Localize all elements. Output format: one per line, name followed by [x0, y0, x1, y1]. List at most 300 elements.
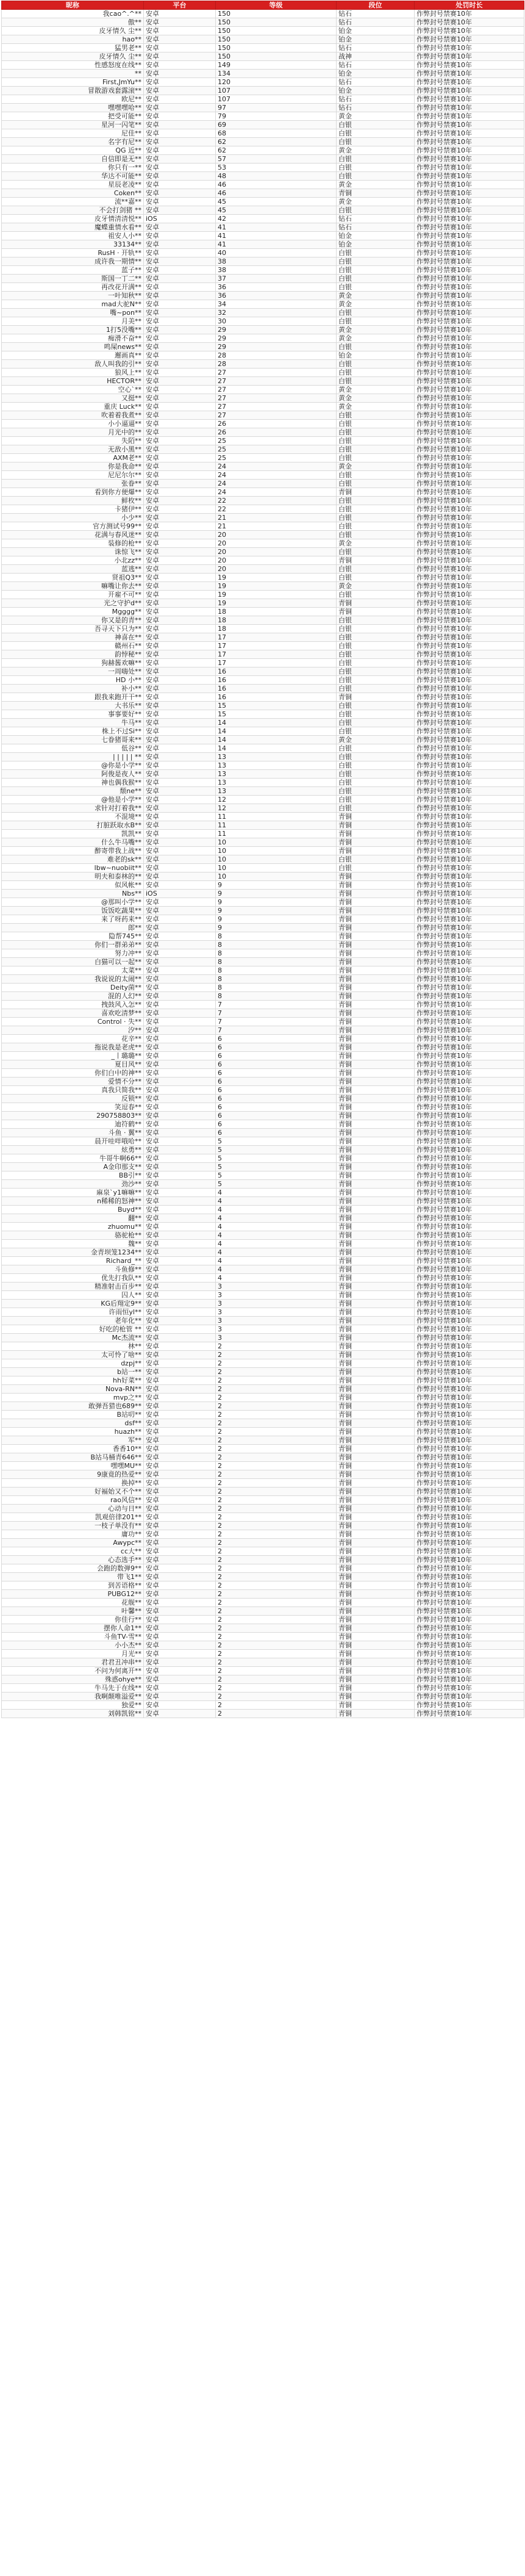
penalty-cell: 作弊封号禁赛10年	[415, 266, 524, 275]
table-row	[2, 864, 524, 872]
platform-cell: 安卓	[144, 206, 216, 215]
rank-tier-cell: 黄金	[337, 198, 415, 206]
level-cell: 13	[216, 753, 337, 761]
nickname-cell: 求针对打着我**	[2, 804, 144, 813]
level-cell: 2	[216, 1453, 337, 1462]
penalty-cell: 作弊封号禁赛10年	[415, 770, 524, 779]
rank-tier-cell: 白银	[337, 796, 415, 804]
nickname-cell: 打脏跃取水B**	[2, 821, 144, 830]
rank-tier-cell: 青铜	[337, 838, 415, 847]
table-row	[2, 505, 524, 514]
platform-cell: 安卓	[144, 881, 216, 890]
table-row	[2, 958, 524, 966]
rank-tier-cell: 青铜	[337, 1308, 415, 1317]
rank-tier-cell: 白银	[337, 650, 415, 659]
rank-tier-cell: 青铜	[337, 1351, 415, 1359]
rank-tier-cell: 白银	[337, 616, 415, 625]
table-row	[2, 1376, 524, 1385]
nickname-cell: Mgggg**	[2, 608, 144, 616]
platform-cell: 安卓	[144, 710, 216, 719]
penalty-cell: 作弊封号禁赛10年	[415, 360, 524, 369]
platform-cell: 安卓	[144, 1146, 216, 1154]
platform-cell: 安卓	[144, 1129, 216, 1137]
penalty-cell: 作弊封号禁赛10年	[415, 155, 524, 164]
nickname-cell: 叶馨**	[2, 1607, 144, 1616]
rank-tier-cell: 钻石	[337, 95, 415, 104]
platform-cell: 安卓	[144, 1607, 216, 1616]
nickname-cell: 欧尼**	[2, 95, 144, 104]
rank-tier-cell: 钻石	[337, 223, 415, 232]
table-row	[2, 411, 524, 420]
level-cell: 16	[216, 667, 337, 676]
penalty-cell: 作弊封号禁赛10年	[415, 172, 524, 181]
platform-cell: 安卓	[144, 1291, 216, 1300]
level-cell: 4	[216, 1206, 337, 1214]
platform-cell: 安卓	[144, 941, 216, 949]
level-cell: 6	[216, 1043, 337, 1052]
rank-tier-cell: 青铜	[337, 1018, 415, 1026]
nickname-cell: 跟我来跑开干**	[2, 693, 144, 702]
rank-tier-cell: 青铜	[337, 1231, 415, 1240]
penalty-cell: 作弊封号禁赛10年	[415, 1223, 524, 1231]
level-cell: 4	[216, 1240, 337, 1248]
penalty-cell: 作弊封号禁赛10年	[415, 830, 524, 838]
rank-tier-cell: 青铜	[337, 1120, 415, 1129]
penalty-cell: 作弊封号禁赛10年	[415, 582, 524, 591]
penalty-cell: 作弊封号禁赛10年	[415, 796, 524, 804]
platform-cell: 安卓	[144, 907, 216, 915]
table-row	[2, 95, 524, 104]
table-row	[2, 394, 524, 403]
level-cell: 2	[216, 1342, 337, 1351]
platform-cell: 安卓	[144, 35, 216, 44]
platform-cell: 安卓	[144, 129, 216, 138]
level-cell: 25	[216, 454, 337, 462]
penalty-cell: 作弊封号禁赛10年	[415, 1693, 524, 1701]
level-cell: 24	[216, 488, 337, 497]
penalty-cell: 作弊封号禁赛10年	[415, 556, 524, 565]
platform-cell: 安卓	[144, 386, 216, 394]
nickname-cell: b站一**	[2, 1368, 144, 1376]
level-cell: 46	[216, 181, 337, 189]
platform-cell: 安卓	[144, 1368, 216, 1376]
platform-cell: 安卓	[144, 1342, 216, 1351]
level-cell: 2	[216, 1693, 337, 1701]
rank-tier-cell: 青铜	[337, 932, 415, 941]
rank-tier-cell: 黄金	[337, 334, 415, 343]
level-cell: 3	[216, 1317, 337, 1325]
penalty-cell: 作弊封号禁赛10年	[415, 1488, 524, 1496]
nickname-cell: 你们白中的神**	[2, 1069, 144, 1078]
penalty-cell: 作弊封号禁赛10年	[415, 1590, 524, 1599]
rank-tier-cell: 青铜	[337, 1505, 415, 1513]
platform-cell: 安卓	[144, 1223, 216, 1231]
table-row	[2, 206, 524, 215]
level-cell: 46	[216, 189, 337, 198]
penalty-cell: 作弊封号禁赛10年	[415, 1470, 524, 1479]
table-row	[2, 855, 524, 864]
level-cell: 6	[216, 1086, 337, 1095]
nickname-cell: RusH · 开轨**	[2, 249, 144, 257]
platform-cell: 安卓	[144, 514, 216, 522]
penalty-cell: 作弊封号禁赛10年	[415, 1650, 524, 1658]
nickname-cell: 林**	[2, 1342, 144, 1351]
platform-cell: 安卓	[144, 275, 216, 283]
rank-tier-cell: 白银	[337, 804, 415, 813]
penalty-cell: 作弊封号禁赛10年	[415, 548, 524, 556]
level-cell: 12	[216, 804, 337, 813]
penalty-cell: 作弊封号禁赛10年	[415, 87, 524, 95]
table-row	[2, 1556, 524, 1564]
rank-tier-cell: 白银	[337, 770, 415, 779]
table-row	[2, 907, 524, 915]
nickname-cell: 祖安人小**	[2, 232, 144, 240]
level-cell: 150	[216, 18, 337, 27]
platform-cell: 安卓	[144, 1693, 216, 1701]
platform-cell: 安卓	[144, 1522, 216, 1530]
table-row	[2, 198, 524, 206]
penalty-cell: 作弊封号禁赛10年	[415, 1078, 524, 1086]
platform-cell: 安卓	[144, 975, 216, 984]
table-row	[2, 61, 524, 70]
rank-tier-cell: 白银	[337, 659, 415, 667]
table-row	[2, 1283, 524, 1291]
nickname-cell: 看到你方便爆**	[2, 488, 144, 497]
level-cell: 150	[216, 52, 337, 61]
table-row	[2, 975, 524, 984]
table-row	[2, 1035, 524, 1043]
rank-tier-cell: 铂金	[337, 87, 415, 95]
penalty-cell: 作弊封号禁赛10年	[415, 1385, 524, 1394]
rank-tier-cell: 青铜	[337, 1103, 415, 1112]
nickname-cell: 失陌**	[2, 437, 144, 445]
platform-cell: iOS	[144, 215, 216, 223]
platform-cell: 安卓	[144, 428, 216, 437]
platform-cell: 安卓	[144, 992, 216, 1001]
rank-tier-cell: 青铜	[337, 1359, 415, 1368]
table-row	[2, 1530, 524, 1539]
rank-tier-cell: 钻石	[337, 215, 415, 223]
level-cell: 13	[216, 761, 337, 770]
rank-tier-cell: 青铜	[337, 1257, 415, 1265]
nickname-cell: @他是小学**	[2, 796, 144, 804]
level-cell: 3	[216, 1334, 337, 1342]
level-cell: 10	[216, 847, 337, 855]
penalty-cell: 作弊封号禁赛10年	[415, 1043, 524, 1052]
platform-cell: 安卓	[144, 616, 216, 625]
penalty-cell: 作弊封号禁赛10年	[415, 403, 524, 411]
level-cell: 69	[216, 121, 337, 129]
penalty-cell: 作弊封号禁赛10年	[415, 992, 524, 1001]
table-row	[2, 1137, 524, 1146]
platform-cell: 安卓	[144, 1043, 216, 1052]
nickname-cell: 囚人**	[2, 1291, 144, 1300]
level-cell: 21	[216, 514, 337, 522]
level-cell: 5	[216, 1163, 337, 1171]
level-cell: 27	[216, 369, 337, 377]
platform-cell: 安卓	[144, 1078, 216, 1086]
table-row	[2, 1248, 524, 1257]
level-cell: 2	[216, 1701, 337, 1710]
penalty-cell: 作弊封号禁赛10年	[415, 35, 524, 44]
penalty-cell: 作弊封号禁赛10年	[415, 283, 524, 292]
rank-tier-cell: 青铜	[337, 1342, 415, 1351]
penalty-cell: 作弊封号禁赛10年	[415, 736, 524, 744]
penalty-cell: 作弊封号禁赛10年	[415, 659, 524, 667]
platform-cell: 安卓	[144, 146, 216, 155]
level-cell: 7	[216, 1026, 337, 1035]
platform-cell: 安卓	[144, 1573, 216, 1581]
table-row	[2, 146, 524, 155]
table-row	[2, 1103, 524, 1112]
penalty-cell: 作弊封号禁赛10年	[415, 1001, 524, 1009]
table-row	[2, 941, 524, 949]
nickname-cell: 似风帐**	[2, 881, 144, 890]
platform-cell: 安卓	[144, 744, 216, 753]
platform-cell: 安卓	[144, 633, 216, 642]
rank-tier-cell: 青铜	[337, 924, 415, 932]
table-row	[2, 70, 524, 78]
platform-cell: 安卓	[144, 257, 216, 266]
penalty-cell: 作弊封号禁赛10年	[415, 1394, 524, 1402]
platform-cell: 安卓	[144, 898, 216, 907]
penalty-cell: 作弊封号禁赛10年	[415, 1103, 524, 1112]
table-row	[2, 27, 524, 35]
rank-tier-cell: 白银	[337, 685, 415, 693]
level-cell: 2	[216, 1564, 337, 1573]
platform-cell: 安卓	[144, 1018, 216, 1026]
table-row	[2, 1624, 524, 1633]
table-row	[2, 1633, 524, 1641]
table-row	[2, 292, 524, 300]
penalty-cell: 作弊封号禁赛10年	[415, 1206, 524, 1214]
level-cell: 6	[216, 1069, 337, 1078]
penalty-cell: 作弊封号禁赛10年	[415, 1257, 524, 1265]
rank-tier-cell: 青铜	[337, 1180, 415, 1189]
table-row	[2, 104, 524, 112]
penalty-cell: 作弊封号禁赛10年	[415, 411, 524, 420]
header-rank-tier: 段位	[337, 1, 415, 10]
level-cell: 6	[216, 1060, 337, 1069]
level-cell: 2	[216, 1633, 337, 1641]
platform-cell: 安卓	[144, 283, 216, 292]
platform-cell: iOS	[144, 890, 216, 898]
table-row	[2, 1710, 524, 1718]
platform-cell: 安卓	[144, 10, 216, 18]
platform-cell: 安卓	[144, 1428, 216, 1436]
level-cell: 7	[216, 1009, 337, 1018]
platform-cell: 安卓	[144, 1274, 216, 1283]
rank-tier-cell: 青铜	[337, 847, 415, 855]
platform-cell: 安卓	[144, 761, 216, 770]
rank-tier-cell: 白银	[337, 642, 415, 650]
penalty-cell: 作弊封号禁赛10年	[415, 1086, 524, 1095]
table-row	[2, 1496, 524, 1505]
table-row	[2, 480, 524, 488]
nickname-cell: 无敌小黑**	[2, 445, 144, 454]
level-cell: 107	[216, 95, 337, 104]
rank-tier-cell: 青铜	[337, 1035, 415, 1043]
nickname-cell: 皮牙情清清悦**	[2, 215, 144, 223]
platform-cell: 安卓	[144, 1214, 216, 1223]
table-row	[2, 1171, 524, 1180]
penalty-cell: 作弊封号禁赛10年	[415, 531, 524, 539]
table-row	[2, 727, 524, 736]
nickname-cell: 一周嗨处**	[2, 667, 144, 676]
table-row	[2, 1453, 524, 1462]
penalty-cell: 作弊封号禁赛10年	[415, 1599, 524, 1607]
table-row	[2, 710, 524, 719]
table-row	[2, 616, 524, 625]
level-cell: 9	[216, 890, 337, 898]
table-row	[2, 300, 524, 309]
table-row	[2, 667, 524, 676]
rank-tier-cell: 青铜	[337, 992, 415, 1001]
rank-tier-cell: 黄金	[337, 112, 415, 121]
level-cell: 2	[216, 1650, 337, 1658]
nickname-cell: 牛哥牛啊66**	[2, 1154, 144, 1163]
table-row	[2, 1231, 524, 1240]
platform-cell: 安卓	[144, 27, 216, 35]
level-cell: 14	[216, 719, 337, 727]
nickname-cell: 把受可能**	[2, 112, 144, 121]
table-row	[2, 565, 524, 574]
rank-tier-cell: 黄金	[337, 386, 415, 394]
platform-cell: 安卓	[144, 1641, 216, 1650]
penalty-cell: 作弊封号禁赛10年	[415, 462, 524, 471]
platform-cell: 安卓	[144, 582, 216, 591]
level-cell: 38	[216, 266, 337, 275]
platform-cell: 安卓	[144, 1385, 216, 1394]
platform-cell: 安卓	[144, 1351, 216, 1359]
penalty-cell: 作弊封号禁赛10年	[415, 984, 524, 992]
platform-cell: 安卓	[144, 52, 216, 61]
level-cell: 3	[216, 1308, 337, 1317]
nickname-cell: 小小杰**	[2, 1641, 144, 1650]
level-cell: 16	[216, 693, 337, 702]
penalty-cell: 作弊封号禁赛10年	[415, 497, 524, 505]
level-cell: 8	[216, 984, 337, 992]
table-row	[2, 215, 524, 223]
platform-cell: 安卓	[144, 1710, 216, 1718]
penalty-cell: 作弊封号禁赛10年	[415, 138, 524, 146]
rank-tier-cell: 黄金	[337, 181, 415, 189]
rank-tier-cell: 青铜	[337, 1428, 415, 1436]
platform-cell: 安卓	[144, 958, 216, 966]
penalty-cell: 作弊封号禁赛10年	[415, 343, 524, 351]
nickname-cell: 炫勇**	[2, 1146, 144, 1154]
table-row	[2, 1599, 524, 1607]
platform-cell: 安卓	[144, 488, 216, 497]
penalty-cell: 作弊封号禁赛10年	[415, 1308, 524, 1317]
platform-cell: 安卓	[144, 1394, 216, 1402]
penalty-cell: 作弊封号禁赛10年	[415, 1624, 524, 1633]
platform-cell: 安卓	[144, 78, 216, 87]
rank-tier-cell: 青铜	[337, 1394, 415, 1402]
nickname-cell: Awypc**	[2, 1539, 144, 1547]
table-row	[2, 377, 524, 386]
nickname-cell: 郎**	[2, 924, 144, 932]
nickname-cell: 牛马**	[2, 719, 144, 727]
table-row	[2, 181, 524, 189]
rank-tier-cell: 青铜	[337, 1163, 415, 1171]
rank-tier-cell: 钻石	[337, 10, 415, 18]
rank-tier-cell: 青铜	[337, 556, 415, 565]
level-cell: 2	[216, 1488, 337, 1496]
table-row	[2, 257, 524, 266]
platform-cell: 安卓	[144, 693, 216, 702]
penalty-cell: 作弊封号禁赛10年	[415, 1641, 524, 1650]
rank-tier-cell: 白银	[337, 591, 415, 599]
level-cell: 27	[216, 411, 337, 420]
nickname-cell: 你又是的青**	[2, 616, 144, 625]
rank-tier-cell: 青铜	[337, 1206, 415, 1214]
nickname-cell: 斗鱼修**	[2, 1265, 144, 1274]
table-row	[2, 1368, 524, 1376]
rank-tier-cell: 青铜	[337, 1189, 415, 1197]
rank-tier-cell: 青铜	[337, 1436, 415, 1445]
penalty-cell: 作弊封号禁赛10年	[415, 445, 524, 454]
platform-cell: 安卓	[144, 1675, 216, 1684]
platform-cell: 安卓	[144, 539, 216, 548]
penalty-cell: 作弊封号禁赛10年	[415, 1368, 524, 1376]
penalty-cell: 作弊封号禁赛10年	[415, 70, 524, 78]
platform-cell: 安卓	[144, 574, 216, 582]
penalty-cell: 作弊封号禁赛10年	[415, 949, 524, 958]
nickname-cell: 事事要好**	[2, 710, 144, 719]
level-cell: 2	[216, 1436, 337, 1445]
table-row	[2, 334, 524, 343]
penalty-cell: 作弊封号禁赛10年	[415, 18, 524, 27]
nickname-cell: Coken**	[2, 189, 144, 198]
level-cell: 14	[216, 727, 337, 736]
nickname-cell: 醉寄带我上战**	[2, 847, 144, 855]
nickname-cell: 月光中的**	[2, 428, 144, 437]
penalty-cell: 作弊封号禁赛10年	[415, 1710, 524, 1718]
nickname-cell: 殊惑ohye**	[2, 1675, 144, 1684]
platform-cell: 安卓	[144, 1137, 216, 1146]
table-row	[2, 1163, 524, 1171]
rank-tier-cell: 白银	[337, 864, 415, 872]
nickname-cell: 月美**	[2, 317, 144, 326]
platform-cell: 安卓	[144, 1265, 216, 1274]
level-cell: 29	[216, 334, 337, 343]
platform-cell: 安卓	[144, 394, 216, 403]
level-cell: 2	[216, 1684, 337, 1693]
penalty-cell: 作弊封号禁赛10年	[415, 1564, 524, 1573]
table-row	[2, 1411, 524, 1419]
rank-tier-cell: 青铜	[337, 599, 415, 608]
level-cell: 2	[216, 1402, 337, 1411]
table-row	[2, 1095, 524, 1103]
nickname-cell: 韵悖秘**	[2, 650, 144, 659]
level-cell: 6	[216, 1129, 337, 1137]
level-cell: 2	[216, 1710, 337, 1718]
rank-tier-cell: 青铜	[337, 693, 415, 702]
platform-cell: 安卓	[144, 95, 216, 104]
nickname-cell: 小少**	[2, 514, 144, 522]
platform-cell: 安卓	[144, 855, 216, 864]
nickname-cell: 官方测试号99**	[2, 522, 144, 531]
nickname-cell: 到苦语格**	[2, 1581, 144, 1590]
nickname-cell: B站叨**	[2, 1411, 144, 1419]
header-row	[2, 1, 524, 10]
level-cell: 2	[216, 1428, 337, 1436]
level-cell: 2	[216, 1539, 337, 1547]
platform-cell: 安卓	[144, 360, 216, 369]
nickname-cell: 敢弹吾猎也689**	[2, 1402, 144, 1411]
rank-tier-cell: 青铜	[337, 1325, 415, 1334]
